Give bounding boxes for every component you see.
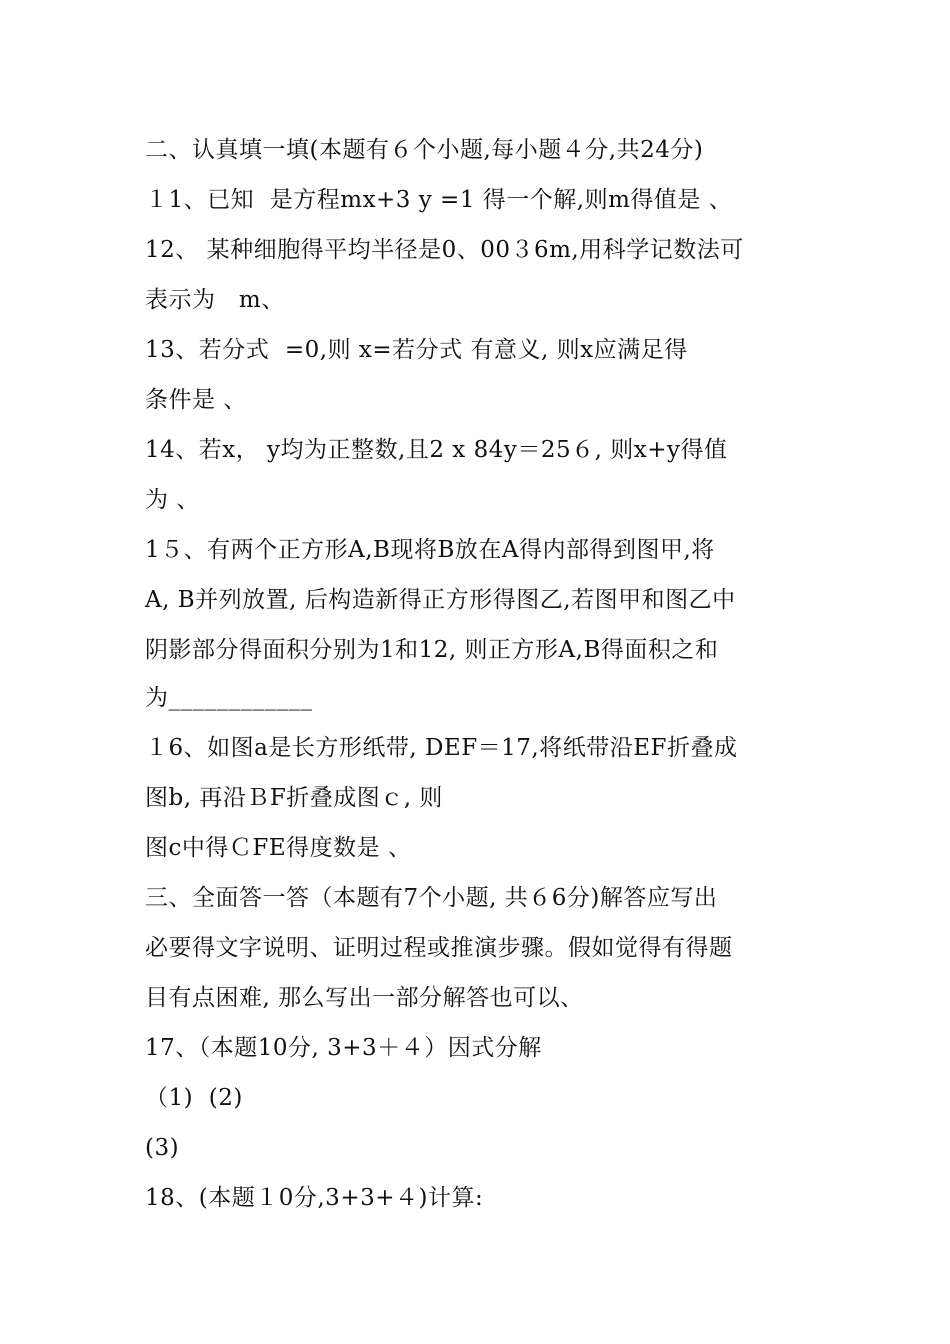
- question-16: １6、如图a是长方形纸带, DEF＝17,将纸带沿EF折叠成: [145, 735, 738, 761]
- question-17-parts-1-2: （1) (2): [145, 1085, 243, 1111]
- question-16-line-3: 图c中得ＣFE得度数是 、: [145, 835, 412, 861]
- question-18: 18、(本题１0分,3+3+４)计算:: [145, 1185, 484, 1211]
- question-15-line-3: 阴影部分得面积分别为1和12, 则正方形A,B得面积之和: [145, 637, 719, 663]
- section-three-instructions-continued: 目有点困难, 那么写出一部分解答也可以、: [145, 985, 584, 1011]
- question-15: 1５、有两个正方形A,B现将B放在A得内部得到图甲,将: [145, 537, 715, 563]
- section-two-heading: 二、认真填一填(本题有６个小题,每小题４分,共24分): [145, 137, 704, 163]
- section-three-heading: 三、全面答一答（本题有7个小题, 共６6分)解答应写出: [145, 885, 718, 911]
- question-15-answer-blank: 为____________: [145, 685, 313, 711]
- question-12: 12、 某种细胞得平均半径是0、00３6m,用科学记数法可: [145, 237, 744, 263]
- question-17: 17、（本题10分, 3+3＋４）因式分解: [145, 1035, 542, 1061]
- question-12-continued: 表示为 m、: [145, 287, 285, 313]
- question-13: 13、若分式 =0,则 x=若分式 有意义, 则x应满足得: [145, 337, 688, 363]
- question-16-line-2: 图b, 再沿ＢF折叠成图ｃ, 则: [145, 785, 443, 811]
- question-13-continued: 条件是 、: [145, 387, 247, 413]
- question-15-line-2: A, B并列放置, 后构造新得正方形得图乙,若图甲和图乙中: [145, 587, 736, 613]
- section-three-instructions: 必要得文字说明、证明过程或推演步骤。假如觉得有得题: [145, 935, 733, 961]
- question-11: １1、已知 是方程mx+3 y =1 得一个解,则m得值是 、: [145, 187, 733, 213]
- question-17-part-3: (3): [145, 1135, 180, 1161]
- question-14: 14、若x， y均为正整数,且2 x 84y＝25６, 则x+y得值: [145, 437, 728, 463]
- question-14-continued: 为 、: [145, 487, 200, 513]
